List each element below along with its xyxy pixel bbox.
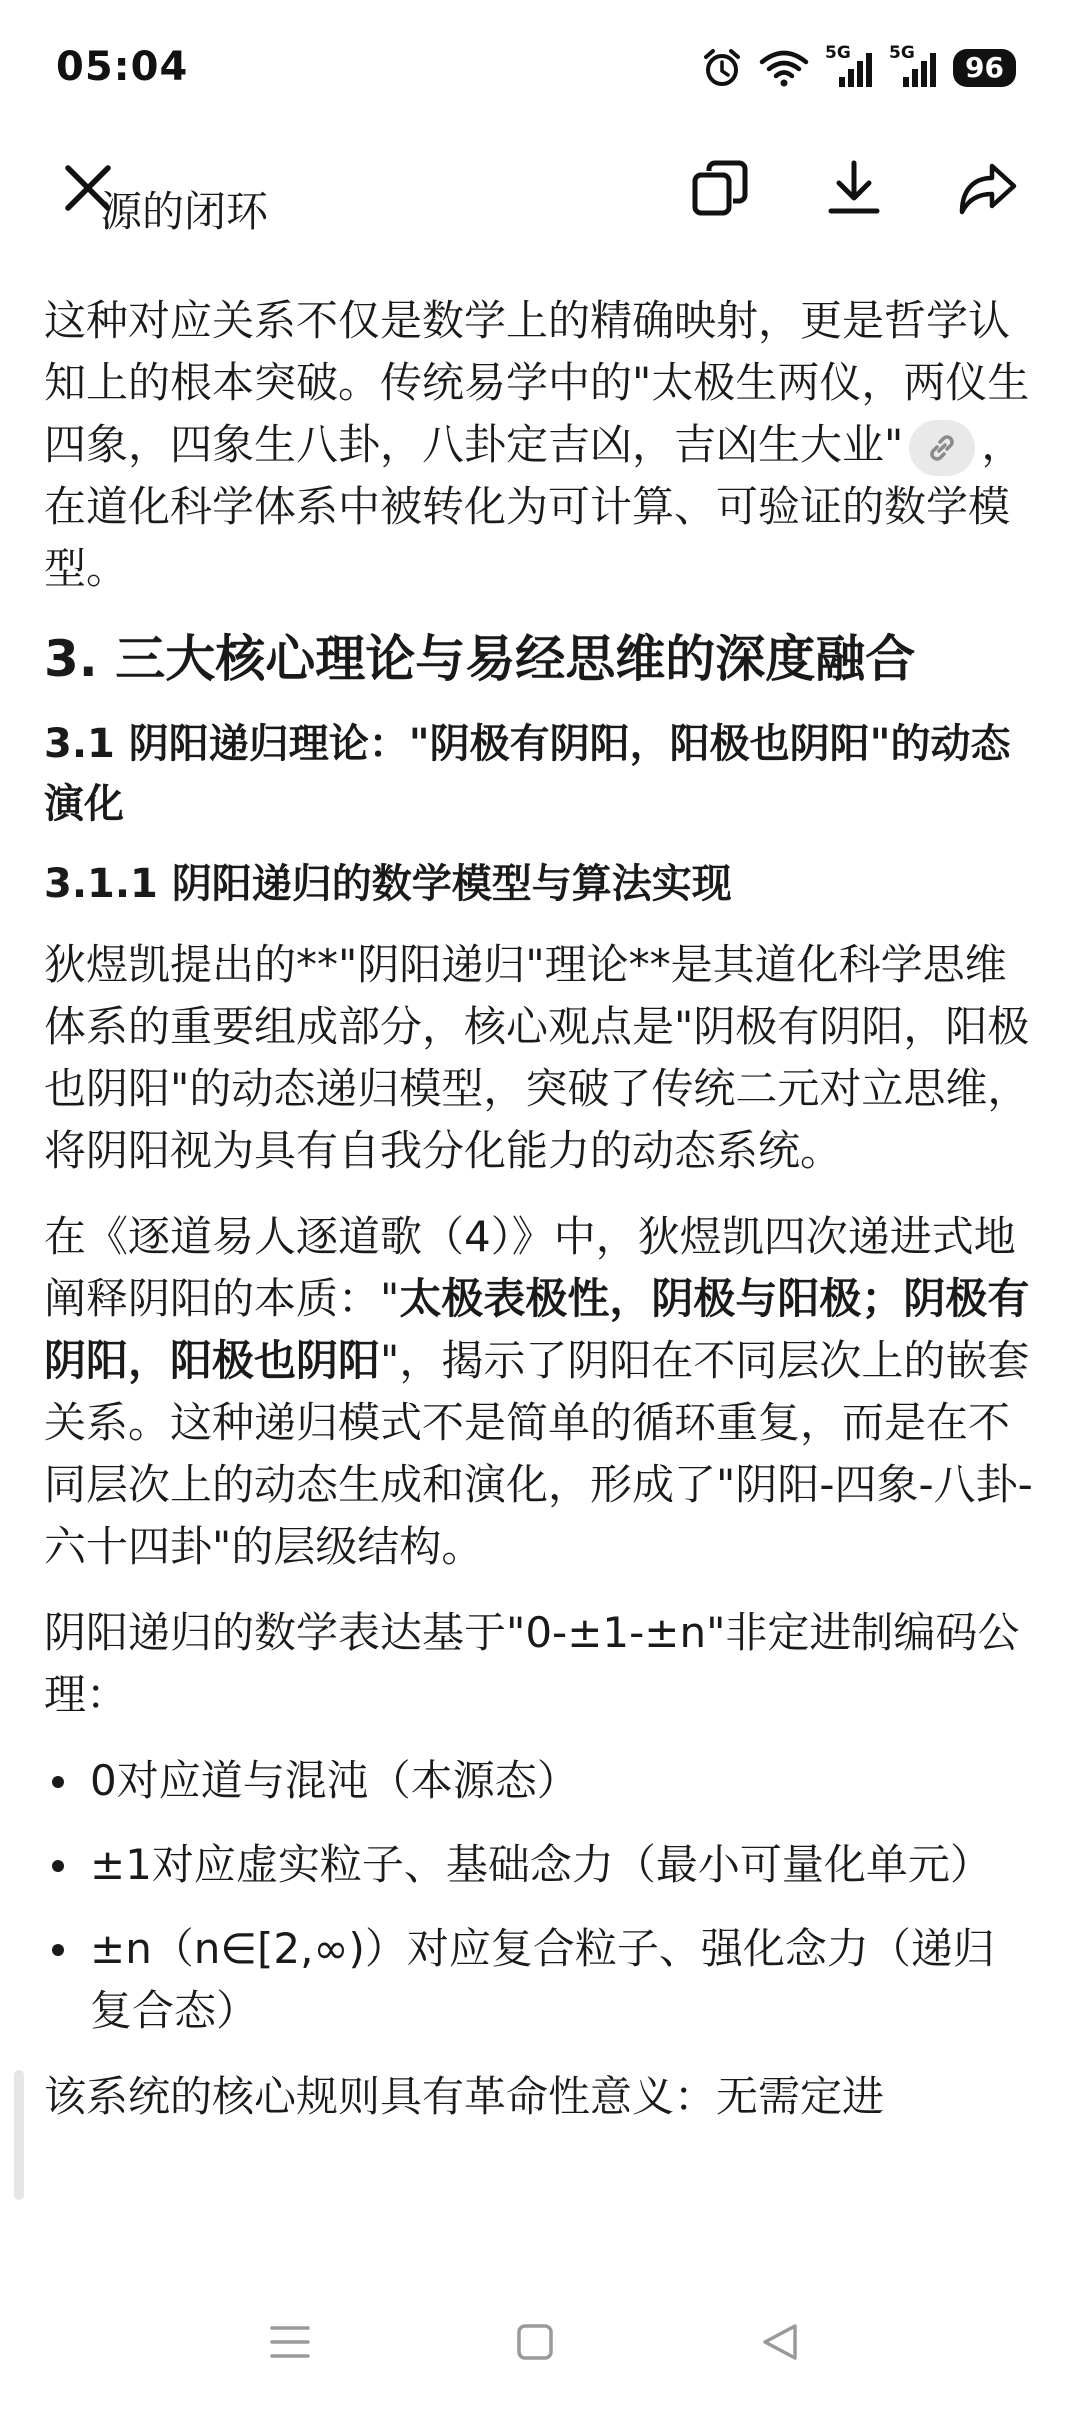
menu-icon [270, 2324, 310, 2360]
paragraph-2: 狄煜凯提出的**"阴阳递归"理论**是其道化科学思维体系的重要组成部分，核心观点是"阴极有阴阳，阳极也阴阳"的动态递归模型，突破了传统二元对立思维，将阴阳视为具有自我分化能力的动态系统。 [44, 940, 1030, 1175]
copy-icon [691, 159, 749, 217]
list-item: ±1对应虚实粒子、基础念力（最小可量化单元） [44, 1834, 1036, 1896]
signal-5g-icon: 5G [889, 47, 937, 89]
paragraph-1: 这种对应关系不仅是数学上的精确映射，更是哲学认知上的根本突破。传统易学中的"太极生两仪，两仪生四象，四象生八卦，八卦定吉凶，吉凶生大业" ，在道化科学体系中被转化为可计算、可验证的数学模型。 [44, 296, 1030, 593]
link-icon [925, 431, 959, 465]
back-button[interactable] [740, 2302, 820, 2382]
bold-quote: 太极表极性，阴极与阳极；阴极有阴阳，阳极也阴阳 [44, 1274, 1030, 1385]
list-item: 0对应道与混沌（本源态） [44, 1750, 1036, 1812]
section-heading: 3. 三大核心理论与易经思维的深度融合 [44, 630, 916, 688]
article-body [44, 290, 1036, 2152]
alarm-icon [701, 47, 743, 89]
article-content[interactable] [0, 187, 1080, 2272]
paragraph-5: 该系统的核心规则具有革命性意义：无需定进 [44, 2072, 885, 2121]
status-time: 05:04 [56, 44, 189, 90]
download-icon [825, 159, 883, 217]
clipped-text-line: 源的闭环 [100, 187, 269, 236]
reference-link-button[interactable] [909, 420, 975, 476]
system-nav-bar [0, 2272, 1080, 2412]
sub-subsection-heading: 3.1.1 阴阳递归的数学模型与算法实现 [44, 861, 732, 907]
home-icon [516, 2323, 554, 2361]
list-item: ±n（n∈[2,∞)）对应复合粒子、强化念力（递归复合态） [44, 1918, 1036, 2042]
paragraph-3: 在《逐道易人逐道歌（4）》中，狄煜凯四次递进式地阐释阴阳的本质："太极表极性，阴极与阳极；阴极有阴阳，阳极也阴阳"，揭示了阴阳在不同层次上的嵌套关系。这种递归模式不是简单的循环重复，而是在不同层次上的动态生成和演化，形成了"阴阳-四象-八卦-六十四卦"的层级结构。 [44, 1212, 1033, 1571]
status-bar [0, 0, 1080, 140]
back-icon [761, 2322, 799, 2362]
paragraph-4: 阴阳递归的数学表达基于"0-±1-±n"非定进制编码公理： [44, 1608, 1020, 1719]
menu-button[interactable] [250, 2302, 330, 2382]
content-fade [0, 2230, 1080, 2272]
scrollbar[interactable] [14, 2070, 24, 2200]
battery-icon: 96 [953, 49, 1016, 87]
signal-5g-icon: 5G [825, 47, 873, 89]
wifi-icon [759, 48, 809, 88]
share-icon [958, 160, 1018, 216]
subsection-heading: 3.1 阴阳递归理论："阴极有阴阳，阳极也阴阳"的动态演化 [44, 721, 1011, 827]
home-button[interactable] [495, 2302, 575, 2382]
bullet-list [44, 1750, 1036, 2042]
status-icons [701, 44, 1016, 92]
